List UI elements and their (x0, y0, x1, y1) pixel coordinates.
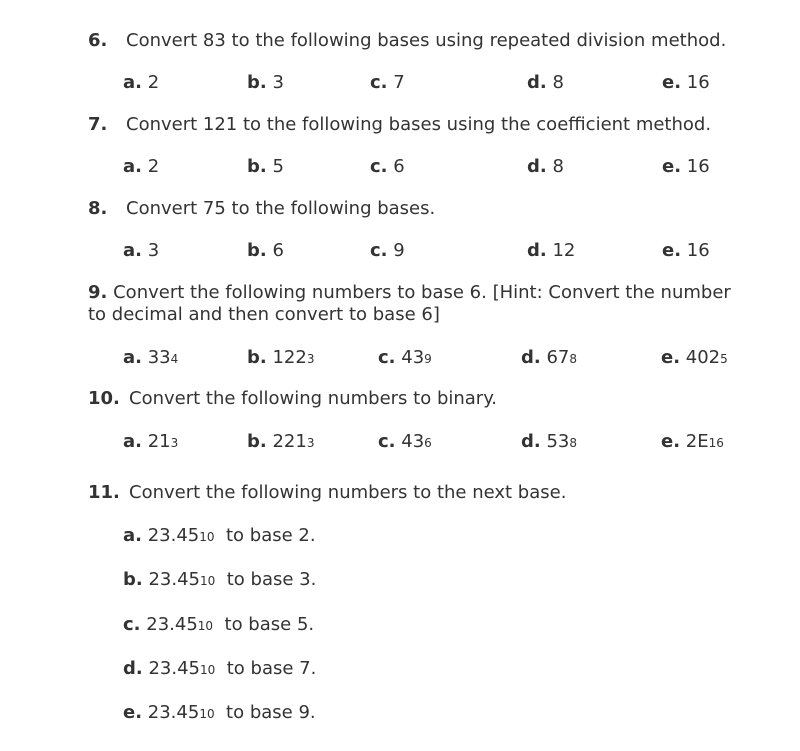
option-e: e. 23.4510 to base 9. (123, 702, 316, 723)
question-text: Convert the following numbers to binary. (129, 388, 498, 409)
option-e: e. 16 (662, 240, 710, 261)
option-d: d. 23.4510 to base 7. (123, 658, 317, 679)
option-b: b. 6 (247, 240, 284, 261)
option-d: d. 8 (527, 72, 564, 93)
option-e: e. 2E16 (661, 431, 724, 452)
option-a: a. 334 (123, 347, 179, 368)
option-d: d. 8 (527, 156, 564, 177)
option-b: b. 23.4510 to base 3. (123, 569, 317, 590)
question-number: 9. (88, 282, 108, 303)
option-c: c. 436 (378, 431, 432, 452)
option-a: a. 23.4510 to base 2. (123, 525, 316, 546)
question-number: 8. (88, 198, 108, 219)
option-d: d. 538 (521, 431, 578, 452)
question-number: 7. (88, 114, 108, 135)
option-c: c. 9 (370, 240, 405, 261)
option-a: a. 2 (123, 156, 160, 177)
option-e: e. 16 (662, 72, 710, 93)
option-b: b. 5 (247, 156, 284, 177)
option-c: c. 7 (370, 72, 405, 93)
option-d: d. 678 (521, 347, 578, 368)
option-c: c. 439 (378, 347, 432, 368)
question-text: Convert the following numbers to the next base. (129, 482, 567, 503)
option-e: e. 16 (662, 156, 710, 177)
question-text: Convert 75 to the following bases. (126, 198, 436, 219)
question-text: Convert 83 to the following bases using repeated division method. (126, 30, 727, 51)
option-b: b. 3 (247, 72, 284, 93)
option-a: a. 213 (123, 431, 179, 452)
option-d: d. 12 (527, 240, 576, 261)
option-b: b. 1223 (247, 347, 315, 368)
option-a: a. 2 (123, 72, 160, 93)
question-number: 11. (88, 482, 120, 503)
option-c: c. 6 (370, 156, 405, 177)
option-c: c. 23.4510 to base 5. (123, 614, 315, 635)
question-text: 9. Convert the following numbers to base 6. [Hint: Convert the number to decimal and then convert to base 6] (88, 282, 731, 325)
option-e: e. 4025 (661, 347, 728, 368)
question-number: 10. (88, 388, 120, 409)
option-b: b. 2213 (247, 431, 315, 452)
option-a: a. 3 (123, 240, 160, 261)
question-text: Convert 121 to the following bases using the coefficient method. (126, 114, 712, 135)
question-number: 6. (88, 30, 108, 51)
